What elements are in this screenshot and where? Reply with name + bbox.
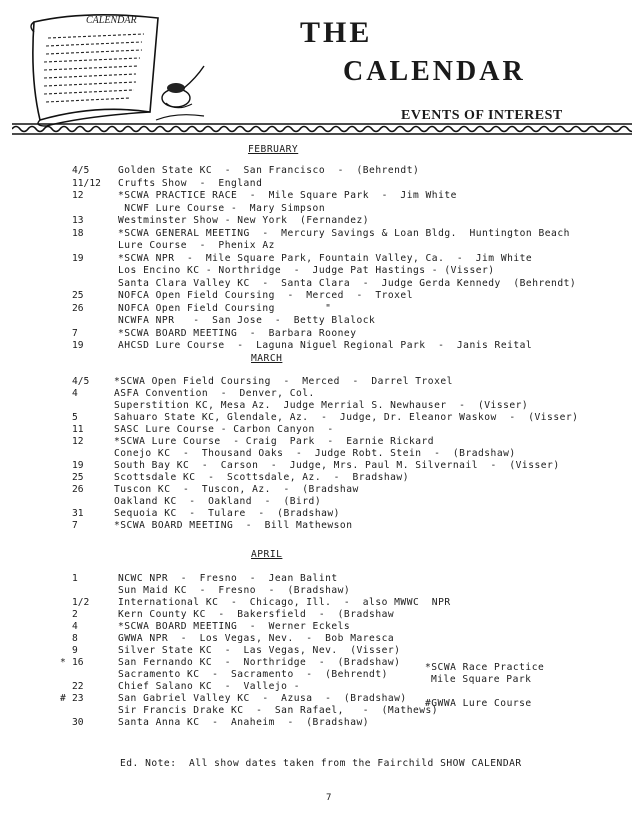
- masthead-the: THE: [300, 16, 373, 49]
- event-text: Sacramento KC - Sacramento - (Behrendt): [118, 669, 388, 680]
- event-text: Westminster Show - New York (Fernandez): [118, 215, 370, 226]
- event-text: NCWC NPR - Fresno - Jean Balint: [118, 573, 338, 584]
- event-text: Scottsdale KC - Scottsdale, Az. - Bradshaw): [114, 472, 409, 483]
- event-date: 26: [72, 484, 84, 495]
- section-heading-march: MARCH: [251, 353, 283, 364]
- event-text: *SCWA BOARD MEETING - Bill Mathewson: [114, 520, 353, 531]
- event-text: NOFCA Open Field Coursing ": [118, 302, 332, 314]
- section-heading-february: FEBRUARY: [248, 144, 299, 155]
- event-text: South Bay KC - Carson - Judge, Mrs. Paul M. Silvernail - (Visser): [114, 460, 560, 471]
- section-heading-april: APRIL: [251, 549, 283, 560]
- event-date: 19: [72, 252, 84, 264]
- event-date: 23: [72, 693, 84, 704]
- event-date: 9: [72, 645, 78, 656]
- event-date: 22: [72, 681, 84, 692]
- event-text: Sequoia KC - Tulare - (Bradshaw): [114, 508, 340, 519]
- event-text: GWWA NPR - Los Vegas, Nev. - Bob Maresca: [118, 633, 395, 644]
- event-text: *SCWA Lure Course - Craig Park - Earnie Rickard: [114, 436, 435, 447]
- event-text: Kern County KC - Bakersfield - (Bradshaw: [118, 609, 395, 620]
- event-text: Los Encino KC - Northridge - Judge Pat Hastings - (Visser): [118, 265, 495, 276]
- event-text: San Fernando KC - Northridge - (Bradshaw): [118, 657, 401, 668]
- event-text: NCWFA NPR - San Jose - Betty Blalock: [118, 315, 376, 326]
- event-date: 4: [72, 621, 78, 632]
- event-marker: *: [60, 657, 66, 668]
- event-date: 4/5: [72, 376, 90, 387]
- event-date: 4/5: [72, 165, 90, 176]
- event-text: *SCWA PRACTICE RACE - Mile Square Park - Jim White: [118, 190, 457, 201]
- event-date: 19: [72, 460, 84, 471]
- event-text: Santa Clara Valley KC - Santa Clara - Judge Gerda Kennedy (Behrendt): [118, 277, 577, 289]
- event-date: 12: [72, 436, 84, 447]
- april-side-note-lure: #GWWA Lure Course: [425, 698, 532, 709]
- event-text: Silver State KC - Las Vegas, Nev. (Visser): [118, 645, 401, 656]
- event-text: Tuscon KC - Tuscon, Az. - (Bradshaw: [114, 484, 359, 495]
- event-date: 25: [72, 290, 84, 301]
- event-text: *SCWA BOARD MEETING - Werner Eckels: [118, 621, 351, 632]
- event-text: *SCWA Open Field Coursing - Merced - Darrel Troxel: [114, 376, 453, 387]
- event-text: Santa Anna KC - Anaheim - (Bradshaw): [118, 717, 370, 728]
- editor-note: Ed. Note: All show dates taken from the Fairchild SHOW CALENDAR: [120, 758, 522, 769]
- masthead-subtitle: EVENTS OF INTEREST: [401, 108, 563, 123]
- event-date: 13: [72, 215, 84, 226]
- event-text: NCWF Lure Course - Mary Simpson: [118, 202, 326, 214]
- event-text: Chief Salano KC - Vallejo -: [118, 681, 301, 692]
- page-number: 7: [326, 793, 332, 803]
- event-text: Superstition KC, Mesa Az. Judge Merrial S. Newhauser - (Visser): [114, 400, 529, 411]
- event-marker: #: [60, 693, 66, 704]
- decorative-rope-divider: [12, 122, 632, 136]
- event-text: NOFCA Open Field Coursing - Merced - Troxel: [118, 290, 413, 301]
- event-date: 18: [72, 227, 84, 239]
- event-date: 31: [72, 508, 84, 519]
- event-date: 25: [72, 472, 84, 483]
- april-side-note-race: *SCWA Race Practice: [425, 662, 545, 673]
- event-text: ASFA Convention - Denver, Col.: [114, 388, 315, 399]
- event-date: 2: [72, 609, 78, 620]
- calendar-scroll-illustration: [26, 8, 206, 128]
- event-date: 7: [72, 520, 78, 531]
- event-date: 1/2: [72, 597, 90, 608]
- event-text: Golden State KC - San Francisco - (Behrendt): [118, 165, 420, 176]
- event-text: Conejo KC - Thousand Oaks - Judge Robt. Stein - (Bradshaw): [114, 448, 516, 459]
- event-date: 16: [72, 657, 84, 668]
- event-text: AHCSD Lure Course - Laguna Niguel Regional Park - Janis Reital: [118, 340, 533, 351]
- event-text: Oakland KC - Oakland - (Bird): [114, 496, 322, 507]
- event-text: SASC Lure Course - Carbon Canyon -: [114, 424, 334, 435]
- event-date: 5: [72, 412, 78, 423]
- event-text: *SCWA GENERAL MEETING - Mercury Savings & Loan Bldg. Huntington Beach: [118, 227, 570, 239]
- event-date: 19: [72, 340, 84, 351]
- event-date: 1: [72, 573, 78, 584]
- event-text: Lure Course - Phenix Az: [118, 240, 275, 251]
- event-date: 26: [72, 302, 84, 314]
- masthead-calendar: CALENDAR: [343, 56, 526, 87]
- april-side-note-park: Mile Square Park: [431, 674, 532, 685]
- event-text: International KC - Chicago, Ill. - also MWWC NPR: [118, 597, 451, 608]
- event-text: *SCWA BOARD MEETING - Barbara Rooney: [118, 327, 357, 339]
- event-date: 4: [72, 388, 78, 399]
- event-date: 8: [72, 633, 78, 644]
- event-date: 7: [72, 327, 78, 339]
- event-text: San Gabriel Valley KC - Azusa - (Bradshaw): [118, 693, 407, 704]
- event-text: Sir Francis Drake KC - San Rafael, - (Mathews): [118, 705, 439, 716]
- logo-scroll-word: CALENDAR: [86, 15, 137, 26]
- event-text: Sahuaro State KC, Glendale, Az. - Judge, Dr. Eleanor Waskow - (Visser): [114, 412, 579, 423]
- event-date: 12: [72, 190, 84, 201]
- event-text: Crufts Show - England: [118, 177, 263, 189]
- event-text: Sun Maid KC - Fresno - (Bradshaw): [118, 585, 351, 596]
- event-date: 11/12: [72, 177, 101, 189]
- event-date: 30: [72, 717, 84, 728]
- event-text: *SCWA NPR - Mile Square Park, Fountain Valley, Ca. - Jim White: [118, 252, 533, 264]
- event-date: 11: [72, 424, 84, 435]
